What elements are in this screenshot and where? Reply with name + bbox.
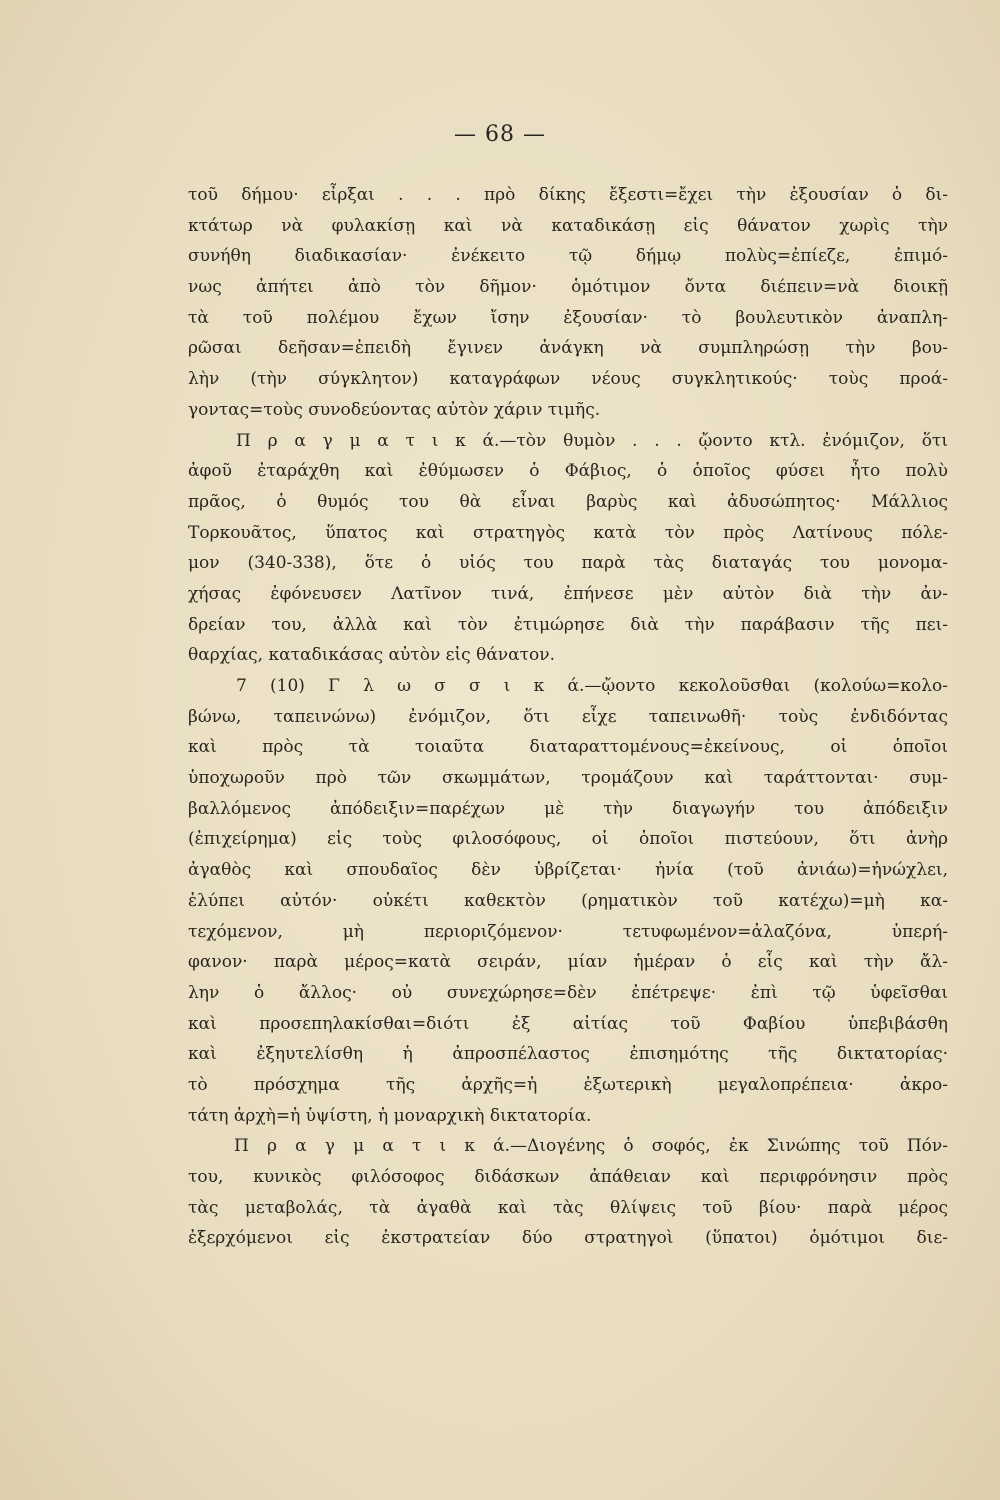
text-line: τεχόμενον, μὴ περιοριζόμενον· τετυφωμένον=ἀλαζόνα, ὑπερή- [188, 921, 948, 942]
text-line: τάτη ἀρχὴ=ἡ ὑψίστη, ἡ μοναρχικὴ δικτατορία. [188, 1105, 592, 1126]
text-line: καὶ πρὸς τὰ τοιαῦτα διαταραττομένους=ἐκείνους, οἱ ὁποῖοι [188, 737, 948, 758]
text-line: κτάτωρ νὰ φυλακίσῃ καὶ νὰ καταδικάσῃ εἰς θάνατον χωρὶς τὴν [188, 215, 948, 236]
text-line: ἀφοῦ ἐταράχθη καὶ ἐθύμωσεν ὁ Φάβιος, ὁ ὁποῖος φύσει ἦτο πολὺ [188, 461, 948, 482]
text-line: τὰς μεταβολάς, τὰ ἀγαθὰ καὶ τὰς θλίψεις τοῦ βίου· παρὰ μέρος [188, 1197, 948, 1218]
text-line: τὸ πρόσχημα τῆς ἀρχῆς=ἡ ἐξωτερικὴ μεγαλοπρέπεια· ἀκρο- [188, 1074, 948, 1095]
text-line: ἐξερχόμενοι εἰς ἐκστρατείαν δύο στρατηγοὶ (ὕπατοι) ὁμότιμοι διε- [188, 1228, 948, 1249]
text-line: φανον· παρὰ μέρος=κατὰ σειράν, μίαν ἡμέραν ὁ εἷς καὶ τὴν ἄλ- [188, 952, 948, 973]
text-line: Τορκουᾶτος, ὕπατος καὶ στρατηγὸς κατὰ τὸν πρὸς Λατίνους πόλε- [188, 522, 948, 543]
text-line: τὰ τοῦ πολέμου ἔχων ἴσην ἐξουσίαν· τὸ βουλευτικὸν ἀναπλη- [188, 307, 948, 328]
text-line: πρᾶος, ὁ θυμός του θὰ εἶναι βαρὺς καὶ ἀδυσώπητος· Μάλλιος [188, 491, 948, 512]
text-line: συνήθη διαδικασίαν· ἐνέκειτο τῷ δήμῳ πολὺς=ἐπίεζε, ἐπιμό- [188, 246, 948, 267]
text-line: μον (340-338), ὅτε ὁ υἱός του παρὰ τὰς διαταγάς του μονομα- [188, 553, 948, 574]
text-line: γοντας=τοὺς συνοδεύοντας αὐτὸν χάριν τιμῆς. [188, 399, 601, 420]
text-line: (ἐπιχείρημα) εἰς τοὺς φιλοσόφους, οἱ ὁποῖοι πιστεύουν, ὅτι ἀνὴρ [188, 829, 948, 850]
text-line: ἀγαθὸς καὶ σπουδαῖος δὲν ὑβρίζεται· ἠνία (τοῦ ἀνιάω)=ἠνώχλει, [188, 860, 948, 881]
text-line: θαρχίας, καταδικάσας αὐτὸν εἰς θάνατον. [188, 645, 555, 666]
section-heading-line: 7 (10) Γ λ ω σ σ ι κ ά.—ᾤοντο κεκολοῦσθαι (κολούω=κολο- [236, 676, 948, 696]
text-line: ρῶσαι δεῆσαν=ἐπειδὴ ἔγινεν ἀνάγκη νὰ συμπληρώσῃ τὴν βου- [188, 338, 948, 359]
body-text [188, 180, 948, 1254]
text-line: λὴν (τὴν σύγκλητον) καταγράφων νέους συγκλητικούς· τοὺς προά- [188, 369, 948, 390]
text-line: δρείαν του, ἀλλὰ καὶ τὸν ἐτιμώρησε διὰ τὴν παράβασιν τῆς πει- [188, 614, 948, 635]
text-line: χήσας ἐφόνευσεν Λατῖνον τινά, ἐπήνεσε μὲν αὐτὸν διὰ τὴν ἀν- [188, 583, 948, 604]
section-heading-line: Π ρ α γ μ α τ ι κ ά.—τὸν θυμὸν . . . ᾤοντο κτλ. ἐνόμιζον, ὅτι [236, 430, 948, 451]
text-line: ἐλύπει αὐτόν· οὐκέτι καθεκτὸν (ρηματικὸν τοῦ κατέχω)=μὴ κα- [188, 890, 948, 911]
text-line: του, κυνικὸς φιλόσοφος διδάσκων ἀπάθειαν καὶ περιφρόνησιν πρὸς [188, 1167, 948, 1187]
text-line: βαλλόμενος ἀπόδειξιν=παρέχων μὲ τὴν διαγωγήν του ἀπόδειξιν [188, 798, 948, 819]
text-line: καὶ προσεπηλακίσθαι=διότι ἐξ αἰτίας τοῦ Φαβίου ὑπεβιβάσθη [188, 1013, 948, 1034]
section-heading-line: Π ρ α γ μ α τ ι κ ά.—Διογένης ὁ σοφός, ἐκ Σινώπης τοῦ Πόν- [234, 1136, 948, 1157]
page-number: — 68 — [454, 122, 546, 147]
text-line: νως ἀπήτει ἀπὸ τὸν δῆμον· ὁμότιμον ὄντα διέπειν=νὰ διοικῇ [188, 277, 948, 298]
text-line: καὶ ἐξηυτελίσθη ἡ ἀπροσπέλαστος ἐπισημότης τῆς δικτατορίας· [188, 1044, 948, 1065]
text-line: ὑποχωροῦν πρὸ τῶν σκωμμάτων, τρομάζουν καὶ ταράττονται· συμ- [188, 768, 948, 789]
text-line: τοῦ δήμου· εἶρξαι . . . πρὸ δίκης ἔξεστι=ἔχει τὴν ἐξουσίαν ὁ δι- [188, 185, 948, 205]
text-line: λην ὁ ἄλλος· οὐ συνεχώρησε=δὲν ἐπέτρεψε· ἐπὶ τῷ ὑφεῖσθαι [188, 982, 948, 1003]
text-line: βώνω, ταπεινώνω) ἐνόμιζον, ὅτι εἶχε ταπεινωθῆ· τοὺς ἐνδιδόντας [188, 706, 948, 727]
